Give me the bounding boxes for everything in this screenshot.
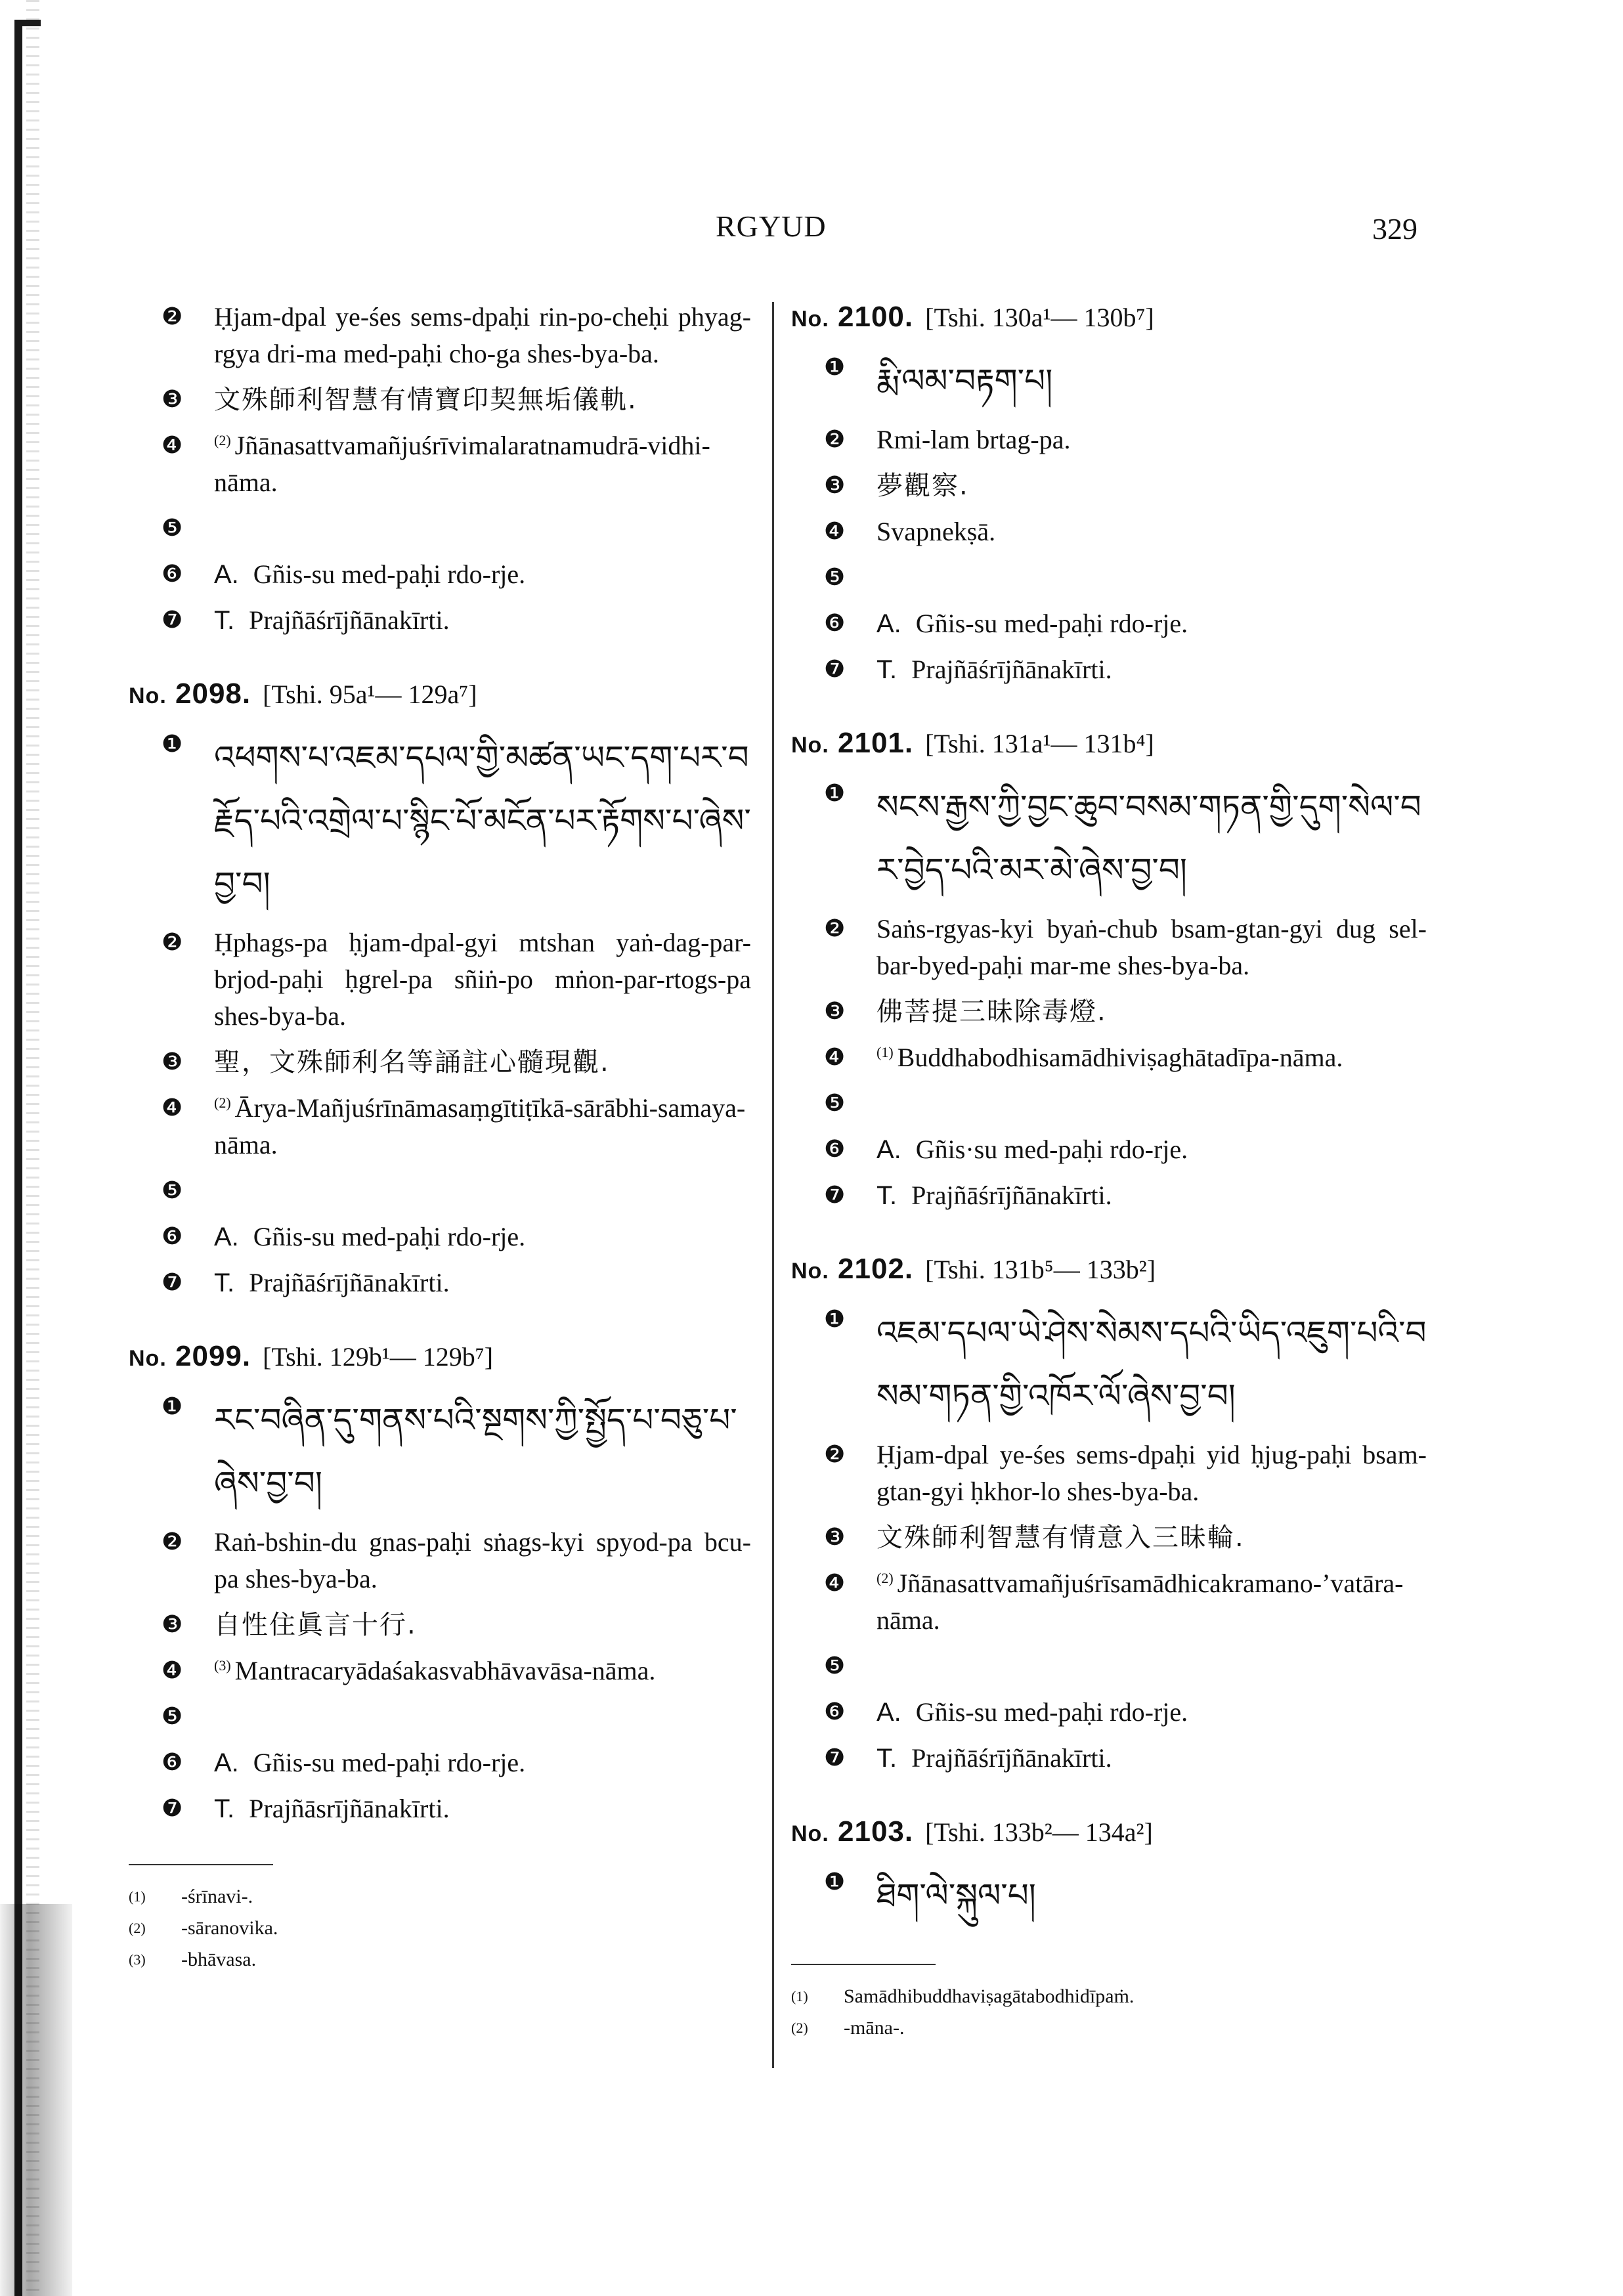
folio-reference: [Tshi. 131a¹— 131b⁴] [925,729,1154,758]
footnote [129,1944,759,1976]
entry-number [129,1340,251,1372]
entry-heading [791,1813,1435,1852]
entry-number-value: 2101. [838,727,914,759]
field-text [876,1437,1435,1510]
footnote-ref-mark: (2) [214,431,231,448]
field-number-icon: ❹ [162,1094,183,1121]
entry-number-prefix: No. [791,1259,829,1284]
field-value: 夢觀察. [876,471,969,501]
field-value: Gñis·su med-paḥi rdo-rje. [915,1135,1188,1164]
field-number-icon: ❺ [824,1090,846,1117]
footnote-number: (1) [129,1888,146,1905]
scan-gutter-noise [0,1904,72,2296]
field-text [214,1653,759,1689]
entry-field [129,602,759,639]
field-number-icon: ❼ [824,1182,846,1209]
field-number-icon: ❺ [824,1653,846,1679]
field-number-icon: ❹ [162,1657,183,1684]
field-number-icon: ❷ [162,929,183,956]
footnote-text: Samādhibuddhaviṣagātabodhidīpaṁ. [844,1985,1135,2007]
entry-field [129,1653,759,1689]
field-value: Svapnekṣā. [876,517,996,546]
field-number-icon: ❸ [824,1524,846,1551]
field-value: འཕགས་པ་འཇམ་དཔལ་གྱི་མཚན་ཡང་དག་པར་བརྗོད་པའི་འགྲེལ་པ་སྙིང་པོ་མངོན་པར་རྟོགས་པ་ཞེས་བྱ་བ། [214,739,751,902]
footnote [791,1981,1435,2012]
entry-number-prefix: No. [791,1821,829,1846]
field-value: Mantracaryādaśakasvabhāvavāsa-nāma. [234,1656,656,1685]
field-text [876,513,1435,550]
field-label: A. [876,1135,901,1164]
field-value: Gñis-su med-paḥi rdo-rje. [915,1697,1188,1727]
catalog-entry [129,299,759,639]
tibetan-title [214,1389,759,1515]
entry-field [129,1389,759,1515]
field-number-icon: ❻ [162,561,183,588]
entry-number-prefix: No. [129,683,167,708]
entry-field [791,1437,1435,1510]
entry-field [791,605,1435,642]
left-column [129,299,759,1976]
field-value: Saṅs-rgyas-kyi byaṅ-chub bsam-gtan-gyi dug sel-bar-byed-paḥi mar-me shes-bya-ba. [876,914,1427,980]
entry-field [791,1039,1435,1076]
field-number-icon: ❸ [162,1611,183,1638]
folio-reference: [Tshi. 95a¹— 129a⁷] [263,680,477,709]
entry-field [791,1085,1435,1122]
entry-field [129,556,759,593]
field-value: རྨི་ལམ་བརྟག་པ། [876,362,1053,399]
field-value: 佛菩提三昧除毒燈. [876,997,1107,1027]
field-number-icon: ❼ [162,1795,183,1822]
footnote-number: (2) [129,1920,146,1936]
field-value: 聖，文殊師利名等誦註心髓現觀. [214,1047,610,1077]
entry-number-prefix: No. [791,733,829,758]
field-number-icon: ❹ [824,1570,846,1597]
field-value: Ḥphags-pa ḥjam-dpal-gyi mtshan yaṅ-dag-par-brjod-paḥi ḥgrel-pa sñiṅ-po mṅon-par-rtogs-pa shes-bya-ba. [214,928,751,1031]
field-number-icon: ❶ [824,1869,846,1895]
field-value: Prajñāśrījñānakīrti. [911,1180,1112,1210]
field-number-icon: ❶ [162,731,183,758]
entry-field [791,1519,1435,1556]
field-number-icon: ❹ [824,1044,846,1071]
field-number-icon: ❻ [824,1136,846,1163]
field-label: A. [876,609,901,638]
entry-number-value: 2102. [838,1253,914,1285]
footnote-text: -bhāvasa. [181,1949,257,1970]
field-number-icon: ❸ [162,386,183,413]
field-number-icon: ❺ [162,1177,183,1204]
field-number-icon: ❶ [824,780,846,807]
entry-number [791,727,913,759]
chinese-title [214,381,759,418]
entry-number [129,678,251,710]
entry-number [791,1815,913,1848]
entry-field [791,1694,1435,1731]
field-label: A. [214,560,239,589]
field-value: སངས་རྒྱས་ཀྱི་བྱང་ཆུབ་བསམ་གཏན་གྱི་དུག་སེལ་བར་བྱེད་པའི་མར་མེ་ཞེས་བྱ་བ། [876,789,1421,888]
field-value: Raṅ-bshin-du gnas-paḥi sṅags-kyi spyod-pa bcu-pa shes-bya-ba. [214,1527,751,1593]
field-number-icon: ❼ [824,1744,846,1771]
footnote-number: (1) [791,1988,808,2004]
field-text [214,1265,759,1301]
field-text [214,556,759,593]
entry-field [129,1044,759,1081]
field-number-icon: ❹ [824,518,846,545]
footnote-text: -sāranovika. [181,1917,278,1939]
footnotes [129,1864,759,1976]
field-value: Ḥjam-dpal ye-śes sems-dpaḥi rin-po-cheḥi phyag-rgya dri-ma med-paḥi cho-ga shes-bya-ba. [214,302,751,368]
footnote-rule [791,1964,936,1965]
field-value: Ḥjam-dpal ye-śes sems-dpaḥi yid ḥjug-paḥi bsam-gtan-gyi ḥkhor-lo shes-bya-ba. [876,1440,1427,1506]
field-text [214,1090,759,1163]
footnote-number: (3) [129,1951,146,1968]
entry-field [791,1131,1435,1168]
field-number-icon: ❶ [824,1306,846,1333]
catalog-entry [791,1813,1435,1927]
field-text [876,422,1435,458]
tibetan-title [876,775,1435,901]
entry-field [129,299,759,372]
footnote-ref-mark: (3) [214,1657,231,1674]
chinese-title [876,467,1435,504]
entry-heading [791,1251,1435,1289]
entry-field [791,1648,1435,1685]
field-number-icon: ❷ [162,303,183,330]
entry-number-prefix: No. [791,307,829,332]
footnote-rule [129,1864,273,1865]
footnote-number: (2) [791,2020,808,2036]
catalog-entry [791,725,1435,1214]
right-column [791,299,1435,2044]
field-number-icon: ❸ [824,472,846,499]
column-divider [772,302,774,2068]
field-number-icon: ❸ [162,1049,183,1075]
field-value: Prajñāśrījñānakīrti. [911,1743,1112,1773]
entry-field [791,559,1435,596]
field-number-icon: ❼ [824,656,846,683]
entry-field [791,349,1435,412]
field-text [214,1524,759,1597]
entry-field [129,427,759,501]
field-label: A. [214,1223,239,1251]
field-text [214,1744,759,1781]
entry-field [129,1607,759,1643]
field-text [214,1219,759,1255]
field-text [214,1790,759,1827]
entry-number-value: 2099. [175,1340,251,1372]
field-label: T. [214,1794,235,1823]
field-number-icon: ❺ [162,1703,183,1730]
chinese-title [214,1044,759,1081]
footnote [791,2012,1435,2044]
field-number-icon: ❻ [824,1699,846,1725]
entry-field [791,775,1435,901]
field-label: A. [876,1698,901,1727]
page-number: 329 [1372,212,1417,246]
footnote-ref-mark: (1) [876,1043,894,1060]
folio-reference: [Tshi. 131b⁵— 133b²] [925,1255,1156,1284]
entry-field [791,993,1435,1030]
field-value: 自性住眞言十行. [214,1610,417,1640]
footnote-ref-mark: (2) [214,1094,231,1111]
field-value: Rmi-lam brtag-pa. [876,425,1071,454]
field-number-icon: ❶ [824,354,846,381]
entry-number [791,301,913,333]
running-head: RGYUD [716,209,827,243]
field-number-icon: ❻ [162,1223,183,1250]
footnote [129,1881,759,1913]
entry-field [129,726,759,915]
entry-number-prefix: No. [129,1346,167,1371]
tibetan-title [876,1864,1435,1927]
entry-field [791,422,1435,458]
field-text [876,1131,1435,1168]
field-value: Gñis-su med-paḥi rdo-rje. [915,609,1188,638]
entry-field [791,911,1435,984]
field-text [876,911,1435,984]
field-value: 文殊師利智慧有情意入三昧輪. [876,1523,1245,1553]
field-value: Prajñāśrījñānakīrti. [249,1268,450,1297]
folio-reference: [Tshi. 130a¹— 130b⁷] [925,303,1154,332]
entry-number-value: 2100. [838,301,914,333]
field-number-icon: ❷ [824,915,846,942]
footnote-text: -śrīnavi-. [181,1886,253,1907]
field-number-icon: ❷ [824,1441,846,1468]
field-text [876,1694,1435,1731]
field-number-icon: ❺ [824,564,846,591]
field-number-icon: ❷ [162,1528,183,1555]
entry-field [129,1790,759,1827]
field-text [876,1177,1435,1214]
field-value: Prajñāsrījñānakīrti. [249,1794,450,1823]
entry-field [129,1173,759,1209]
entry-field [129,1699,759,1735]
field-value: Buddhabodhisamādhiviṣaghātadīpa-nāma. [897,1043,1343,1072]
entry-field [791,467,1435,504]
entry-number [791,1253,913,1285]
entry-heading [791,725,1435,764]
field-text [876,651,1435,688]
chinese-title [876,1519,1435,1556]
field-text [214,924,759,1035]
entry-field [129,1219,759,1255]
field-number-icon: ❹ [162,432,183,459]
folio-reference: [Tshi. 129b¹— 129b⁷] [263,1342,494,1372]
field-label: T. [876,655,898,684]
field-text [876,605,1435,642]
field-value: Prajñāśrījñānakīrti. [249,605,450,635]
field-text [876,1039,1435,1076]
entry-field [791,1565,1435,1639]
entry-field [791,1177,1435,1214]
tibetan-title [876,349,1435,412]
entry-heading [791,299,1435,337]
catalog-entry [129,676,759,1301]
field-number-icon: ❻ [824,610,846,637]
entry-field [129,381,759,418]
folio-reference: [Tshi. 133b²— 134a²] [925,1817,1153,1847]
field-value: Ārya-Mañjuśrīnāmasaṃgītiṭīkā-sārābhi-samaya-nāma. [214,1093,746,1159]
field-value: Gñis-su med-paḥi rdo-rje. [253,559,526,589]
entry-heading [129,676,759,714]
catalog-entry [129,1338,759,1827]
entry-field [791,651,1435,688]
field-label: T. [876,1744,898,1773]
field-number-icon: ❶ [162,1393,183,1420]
field-text [214,299,759,372]
field-number-icon: ❺ [162,515,183,542]
field-text [214,602,759,639]
entry-field [791,1864,1435,1927]
entry-field [129,1524,759,1597]
field-number-icon: ❸ [824,998,846,1025]
field-text [876,1740,1435,1777]
footnote-ref-mark: (2) [876,1569,894,1586]
field-text [214,427,759,501]
field-label: T. [214,606,235,635]
field-value: Jñānasattvamañjuśrīsamādhicakramano-’vatāra-nāma. [876,1569,1404,1635]
entry-field [129,1744,759,1781]
field-number-icon: ❼ [162,1269,183,1296]
field-number-icon: ❻ [162,1749,183,1776]
footnotes [791,1964,1435,2044]
entry-field [791,513,1435,550]
field-label: A. [214,1748,239,1777]
field-value: Gñis-su med-paḥi rdo-rje. [253,1222,526,1251]
field-value: ཐིག་ལེ་སྐུལ་པ། [876,1877,1036,1914]
field-label: T. [214,1268,235,1297]
catalog-entry [791,299,1435,688]
field-text [876,1565,1435,1639]
entry-field [791,1740,1435,1777]
chinese-title [876,993,1435,1030]
entry-field [791,1301,1435,1427]
entry-field [129,1265,759,1301]
field-number-icon: ❼ [162,607,183,634]
entry-number-value: 2103. [838,1815,914,1848]
entry-heading [129,1338,759,1377]
entry-field [129,510,759,547]
field-value: Prajñāśrījñānakīrti. [911,655,1112,684]
tibetan-title [876,1301,1435,1427]
field-value: རང་བཞིན་དུ་གནས་པའི་སྔགས་ཀྱི་སྤྱོད་པ་བཅུ་པ་ཞེས་བྱ་བ། [214,1402,737,1502]
tibetan-title [214,726,759,915]
entry-field [129,924,759,1035]
field-number-icon: ❷ [824,426,846,453]
field-value: འཇམ་དཔལ་ཡེ་ཤེས་སེམས་དཔའི་ཡིད་འཇུག་པའི་བསམ་གཏན་གྱི་འཁོར་ལོ་ཞེས་བྱ་བ། [876,1314,1427,1414]
field-value: Jñānasattvamañjuśrīvimalaratnamudrā-vidhi-nāma. [214,431,710,497]
footnote-text: -māna-. [844,2017,905,2039]
footnote [129,1913,759,1944]
field-value: Gñis-su med-paḥi rdo-rje. [253,1748,526,1777]
chinese-title [214,1607,759,1643]
entry-field [129,1090,759,1163]
entry-number-value: 2098. [175,678,251,710]
field-label: T. [876,1181,898,1210]
field-value: 文殊師利智慧有情寶印契無垢儀軌. [214,385,638,415]
catalog-entry [791,1251,1435,1777]
